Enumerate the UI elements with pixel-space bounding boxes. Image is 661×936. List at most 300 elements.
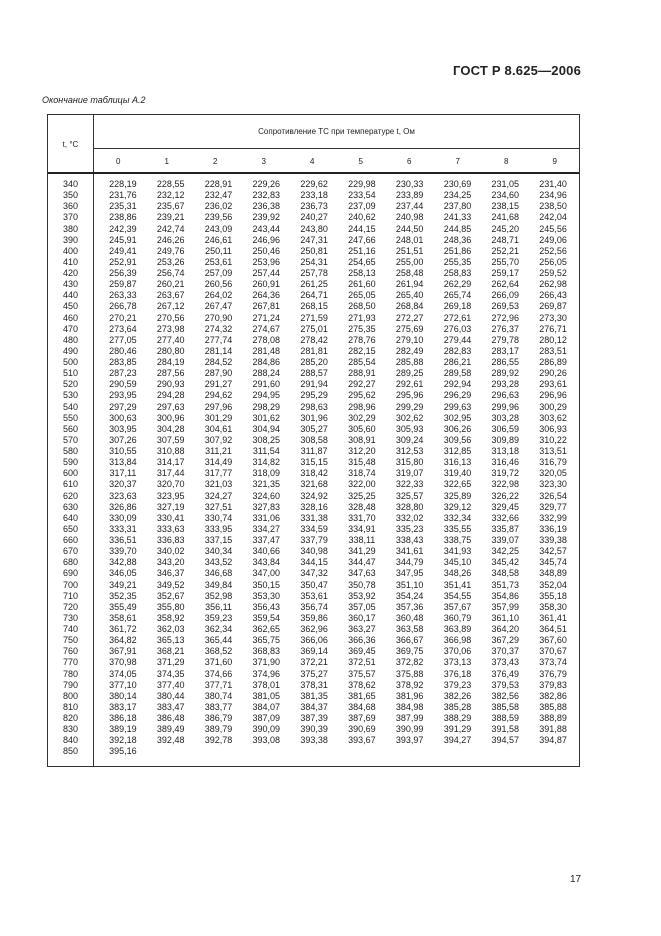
resistance-cell: 365,44 <box>204 635 233 646</box>
resistance-cell: 343,84 <box>252 557 281 568</box>
table-row <box>48 268 579 279</box>
resistance-cell: 307,26 <box>109 434 137 445</box>
resistance-cell: 283,51 <box>539 345 567 356</box>
resistance-cell: 337,47 <box>252 535 281 545</box>
resistance-cell: 254,31 <box>300 256 328 267</box>
resistance-cell: 265,40 <box>395 290 424 301</box>
resistance-cell: 384,98 <box>395 701 424 712</box>
resistance-cell: 326,86 <box>109 501 137 512</box>
resistance-cell: 252,91 <box>109 256 137 267</box>
table-row <box>48 568 579 579</box>
table-row <box>48 680 579 691</box>
resistance-cell: 310,55 <box>109 446 137 456</box>
resistance-cell: 292,27 <box>348 379 376 390</box>
digit-header: 7 <box>455 156 460 166</box>
resistance-cell: 347,63 <box>348 568 376 579</box>
resistance-cell: 380,14 <box>109 690 137 701</box>
table-row <box>48 179 579 190</box>
resistance-cell: 237,44 <box>395 201 424 212</box>
temperature-cell: 360 <box>62 201 79 212</box>
resistance-cell: 240,27 <box>300 212 328 223</box>
resistance-cell: 352,67 <box>156 590 185 601</box>
resistance-cell: 282,49 <box>395 345 424 356</box>
temperature-cell: 500 <box>62 357 79 367</box>
temperature-cell: 530 <box>62 390 79 401</box>
resistance-cell: 251,51 <box>395 245 424 256</box>
resistance-cell: 354,24 <box>395 590 424 601</box>
temperature-cell: 520 <box>62 379 79 390</box>
resistance-cell: 237,80 <box>443 201 472 212</box>
table-row <box>48 746 579 757</box>
resistance-cell: 260,56 <box>204 279 233 290</box>
resistance-cell: 250,81 <box>300 245 328 256</box>
table-row <box>48 557 579 568</box>
resistance-cell: 391,88 <box>539 724 567 735</box>
resistance-cell: 255,70 <box>491 256 520 267</box>
resistance-cell: 253,26 <box>156 256 185 267</box>
table-row <box>48 301 579 312</box>
resistance-cell: 352,98 <box>204 590 233 601</box>
resistance-cell: 252,21 <box>491 245 520 256</box>
resistance-cell: 284,86 <box>252 357 281 367</box>
resistance-cell: 395,16 <box>109 746 137 757</box>
resistance-cell: 257,09 <box>204 268 233 278</box>
resistance-cell: 340,02 <box>156 546 185 557</box>
resistance-cell: 276,71 <box>539 323 567 334</box>
resistance-cell: 353,92 <box>348 590 376 601</box>
resistance-cell: 348,89 <box>539 568 567 579</box>
resistance-cell: 233,54 <box>348 190 376 201</box>
resistance-cell: 311,87 <box>300 446 328 456</box>
resistance-cell: 277,05 <box>109 334 137 345</box>
resistance-cell: 282,83 <box>443 345 472 356</box>
resistance-cell: 263,33 <box>109 290 137 301</box>
resistance-cell: 360,79 <box>443 612 472 623</box>
resistance-cell: 331,06 <box>252 512 281 523</box>
resistance-cell: 362,03 <box>156 624 185 634</box>
resistance-cell: 259,87 <box>109 279 137 290</box>
resistance-cell: 376,49 <box>491 668 520 679</box>
resistance-cell: 246,96 <box>252 234 281 245</box>
table-row <box>48 580 579 591</box>
resistance-cell: 271,24 <box>252 312 281 323</box>
resistance-cell: 229,62 <box>300 179 328 189</box>
resistance-cell: 389,19 <box>109 724 137 735</box>
resistance-cell: 307,59 <box>156 434 185 445</box>
table-row <box>48 613 579 624</box>
resistance-cell: 293,95 <box>109 390 137 401</box>
resistance-cell: 268,50 <box>348 301 376 312</box>
resistance-cell: 327,19 <box>156 501 185 512</box>
resistance-cell: 299,96 <box>491 401 520 412</box>
table-row <box>48 346 579 357</box>
resistance-cell: 289,58 <box>443 368 472 379</box>
resistance-cell: 266,09 <box>491 290 520 301</box>
resistance-cell: 323,95 <box>156 490 185 501</box>
digit-header: 1 <box>164 156 169 166</box>
digit-header: 8 <box>504 156 509 166</box>
resistance-cell: 378,92 <box>395 679 424 690</box>
resistance-cell: 231,05 <box>491 179 520 189</box>
resistance-cell: 381,35 <box>300 690 328 701</box>
resistance-cell: 388,29 <box>443 713 472 723</box>
resistance-cell: 251,86 <box>443 245 472 256</box>
resistance-cell: 346,37 <box>156 568 185 579</box>
resistance-cell: 273,64 <box>109 323 137 334</box>
resistance-cell: 287,23 <box>109 368 137 379</box>
resistance-cell: 317,11 <box>109 468 137 479</box>
table-row <box>48 390 579 401</box>
table-row <box>48 446 579 457</box>
resistance-cell: 356,43 <box>252 601 281 612</box>
resistance-cell: 370,37 <box>491 646 520 657</box>
resistance-cell: 361,41 <box>539 612 567 623</box>
resistance-cell: 374,05 <box>109 668 137 679</box>
resistance-cell: 303,62 <box>539 412 567 423</box>
resistance-cell: 289,25 <box>395 368 424 379</box>
resistance-cell: 387,69 <box>348 713 376 723</box>
resistance-cell: 359,54 <box>252 612 281 623</box>
resistance-cell: 316,46 <box>491 457 520 468</box>
resistance-cell: 363,89 <box>443 624 472 634</box>
resistance-cell: 327,51 <box>204 501 233 512</box>
table-row <box>48 224 579 235</box>
resistance-cell: 390,99 <box>395 724 424 735</box>
table-row <box>48 646 579 657</box>
resistance-cell: 296,96 <box>539 390 567 401</box>
resistance-cell: 384,07 <box>252 701 281 712</box>
resistance-cell: 357,36 <box>395 601 424 612</box>
resistance-cell: 262,98 <box>539 279 567 290</box>
resistance-cell: 314,17 <box>156 457 185 468</box>
resistance-cell: 347,32 <box>300 568 328 579</box>
digit-header: 4 <box>310 156 315 166</box>
temperature-cell: 350 <box>62 190 79 201</box>
resistance-cell: 361,10 <box>491 612 520 623</box>
resistance-cell: 268,84 <box>395 301 424 312</box>
resistance-cell: 239,92 <box>252 212 281 223</box>
temperature-cell: 810 <box>62 701 79 712</box>
resistance-cell: 358,30 <box>539 601 567 612</box>
resistance-cell: 241,68 <box>491 212 520 223</box>
resistance-cell: 298,63 <box>300 401 328 412</box>
resistance-cell: 319,72 <box>491 468 520 479</box>
temperature-cell: 400 <box>62 245 79 256</box>
resistance-cell: 248,01 <box>395 234 424 245</box>
resistance-cell: 356,74 <box>300 601 328 612</box>
table-row <box>48 435 579 446</box>
temperature-cell: 750 <box>62 635 79 646</box>
resistance-cell: 281,81 <box>300 345 328 356</box>
resistance-cell: 251,16 <box>348 245 376 256</box>
resistance-cell: 378,01 <box>252 679 281 690</box>
temperature-cell: 760 <box>62 646 79 657</box>
resistance-cell: 265,74 <box>443 290 472 301</box>
resistance-cell: 329,45 <box>491 501 520 512</box>
resistance-cell: 314,82 <box>252 457 281 468</box>
resistance-cell: 383,17 <box>109 701 137 712</box>
resistance-cell: 364,51 <box>539 624 567 634</box>
resistance-cell: 337,79 <box>300 535 328 545</box>
resistance-cell: 290,93 <box>156 379 185 390</box>
resistance-cell: 290,26 <box>539 368 567 379</box>
resistance-cell: 356,11 <box>205 601 232 612</box>
resistance-cell: 309,24 <box>395 434 424 445</box>
resistance-cell: 348,58 <box>491 568 520 579</box>
digit-header: 0 <box>116 156 121 166</box>
table-row <box>48 212 579 223</box>
resistance-cell: 258,83 <box>443 268 472 278</box>
table-row <box>48 357 579 368</box>
resistance-cell: 270,90 <box>204 312 233 323</box>
resistance-cell <box>290 746 338 757</box>
table-row <box>48 290 579 301</box>
resistance-cell: 235,31 <box>109 201 137 212</box>
resistance-cell: 294,62 <box>204 390 233 401</box>
resistance-cell: 324,60 <box>252 490 281 501</box>
resistance-cell: 249,41 <box>109 245 137 256</box>
table-row <box>48 735 579 746</box>
resistance-cell: 320,37 <box>109 479 137 490</box>
resistance-cell: 305,60 <box>348 423 376 434</box>
resistance-cell: 320,70 <box>156 479 185 490</box>
resistance-cell: 372,82 <box>395 657 424 668</box>
resistance-cell: 336,51 <box>109 535 137 545</box>
temperature-cell: 430 <box>62 279 79 290</box>
temperature-cell: 700 <box>62 579 79 590</box>
resistance-cell: 388,59 <box>491 713 520 723</box>
resistance-cell: 243,09 <box>204 223 233 234</box>
resistance-cell: 332,34 <box>443 512 472 523</box>
resistance-cell: 350,15 <box>252 579 281 590</box>
resistance-cell: 234,96 <box>539 190 567 201</box>
resistance-cell: 392,18 <box>109 735 137 746</box>
resistance-cell: 305,93 <box>395 423 424 434</box>
resistance-cell: 393,67 <box>348 735 376 746</box>
resistance-cell <box>529 746 577 757</box>
resistance-cell: 322,98 <box>491 479 520 490</box>
resistance-cell: 233,18 <box>300 190 328 201</box>
resistance-cell: 387,39 <box>300 713 328 723</box>
resistance-cell: 307,92 <box>204 434 233 445</box>
resistance-cell: 229,98 <box>348 179 376 189</box>
resistance-cell: 292,61 <box>395 379 424 390</box>
resistance-cell: 352,04 <box>539 579 567 590</box>
temperature-cell: 560 <box>62 423 79 434</box>
resistance-cell: 332,02 <box>395 512 424 523</box>
resistance-cell: 324,92 <box>300 490 328 501</box>
resistance-cell: 228,55 <box>156 179 185 189</box>
temperature-cell: 650 <box>62 523 79 534</box>
temperature-cell: 340 <box>62 179 79 189</box>
temperature-cell: 490 <box>62 345 79 356</box>
resistance-cell: 262,29 <box>443 279 472 290</box>
resistance-cell: 316,79 <box>539 457 567 468</box>
resistance-cell: 297,29 <box>109 401 137 412</box>
resistance-cell: 345,10 <box>443 557 472 568</box>
resistance-cell: 237,09 <box>348 201 376 212</box>
temperature-cell: 410 <box>62 256 79 267</box>
resistance-cell: 304,94 <box>252 423 281 434</box>
resistance-cell: 278,08 <box>252 334 281 345</box>
resistance-cell: 235,67 <box>156 201 185 212</box>
resistance-cell: 392,78 <box>204 735 233 746</box>
resistance-cell: 367,29 <box>491 635 520 646</box>
resistance-cell: 331,70 <box>348 512 376 523</box>
resistance-cell: 245,91 <box>109 234 137 245</box>
resistance-cell: 228,19 <box>109 179 137 189</box>
resistance-cell: 374,35 <box>156 668 185 679</box>
table-row <box>48 468 579 479</box>
resistance-cell: 275,69 <box>395 323 424 334</box>
resistance-cell: 259,52 <box>539 268 567 278</box>
table-body <box>48 179 579 758</box>
resistance-cell: 341,93 <box>443 546 472 557</box>
resistance-cell: 323,30 <box>539 479 567 490</box>
resistance-cell: 313,18 <box>491 446 520 456</box>
resistance-cell: 364,20 <box>491 624 520 634</box>
resistance-cell: 368,52 <box>204 646 233 657</box>
resistance-cell: 243,44 <box>252 223 281 234</box>
resistance-cell: 319,40 <box>443 468 472 479</box>
resistance-cell: 250,11 <box>205 245 232 256</box>
resistance-cell: 242,04 <box>539 212 567 223</box>
page-number: 17 <box>570 874 582 885</box>
temperature-cell: 440 <box>62 290 79 301</box>
table-row <box>48 524 579 535</box>
resistance-cell: 363,58 <box>395 624 424 634</box>
resistance-cell: 331,38 <box>300 512 328 523</box>
resistance-cell: 293,28 <box>491 379 520 390</box>
resistance-cell: 333,63 <box>156 523 185 534</box>
resistance-cell: 298,96 <box>348 401 376 412</box>
resistance-cell: 242,39 <box>109 223 137 234</box>
resistance-cell: 254,65 <box>348 256 376 267</box>
resistance-cell <box>147 746 195 757</box>
resistance-cell: 362,65 <box>252 624 281 634</box>
temperature-cell: 510 <box>62 368 79 379</box>
resistance-cell: 258,48 <box>395 268 424 278</box>
resistance-cell: 256,74 <box>156 268 185 278</box>
resistance-cell: 325,25 <box>348 490 376 501</box>
resistance-cell: 300,63 <box>109 412 137 423</box>
resistance-cell: 368,21 <box>156 646 185 657</box>
resistance-cell: 376,79 <box>539 668 567 679</box>
resistance-cell: 228,91 <box>204 179 233 189</box>
resistance-cell: 270,21 <box>109 312 137 323</box>
resistance-cell: 375,27 <box>300 668 328 679</box>
resistance-cell: 239,21 <box>156 212 185 223</box>
resistance-cell: 263,67 <box>156 290 185 301</box>
resistance-cell: 315,15 <box>300 457 328 468</box>
resistance-cell: 355,49 <box>109 601 137 612</box>
resistance-cell: 390,09 <box>252 724 281 735</box>
resistance-cell: 313,84 <box>109 457 137 468</box>
resistance-cell: 326,22 <box>491 490 520 501</box>
resistance-cell: 278,76 <box>348 334 376 345</box>
resistance-cell: 249,06 <box>539 234 567 245</box>
resistance-cell: 358,61 <box>109 612 137 623</box>
resistance-cell: 344,79 <box>395 557 424 568</box>
resistance-cell: 275,35 <box>348 323 376 334</box>
resistance-cell <box>195 746 243 757</box>
temperature-cell: 800 <box>62 690 79 701</box>
resistance-cell: 337,15 <box>204 535 233 545</box>
resistance-cell: 322,65 <box>443 479 472 490</box>
resistance-cell: 350,47 <box>300 579 328 590</box>
digit-header: 6 <box>407 156 412 166</box>
resistance-cell: 311,21 <box>205 446 232 456</box>
temperature-cell: 610 <box>62 479 79 490</box>
resistance-cell: 338,43 <box>395 535 424 545</box>
resistance-group-header: Сопротивление ТС при температуре t, Ом <box>94 115 579 149</box>
resistance-cell: 343,20 <box>156 557 185 568</box>
resistance-cell: 372,21 <box>300 657 328 668</box>
resistance-cell: 288,24 <box>252 368 281 379</box>
temperature-cell: 770 <box>62 657 79 668</box>
temperature-cell: 450 <box>62 301 79 312</box>
table-row <box>48 424 579 435</box>
resistance-cell: 248,71 <box>491 234 520 245</box>
resistance-cell: 264,36 <box>252 290 281 301</box>
temperature-cell: 640 <box>62 512 79 523</box>
resistance-cell: 382,56 <box>491 690 520 701</box>
temperature-cell: 790 <box>62 679 79 690</box>
resistance-cell: 284,19 <box>156 357 185 367</box>
resistance-cell: 308,58 <box>300 434 328 445</box>
resistance-cell: 357,05 <box>348 601 376 612</box>
resistance-cell: 281,14 <box>204 345 233 356</box>
resistance-cell: 334,91 <box>348 523 376 534</box>
resistance-cell: 345,42 <box>491 557 520 568</box>
resistance-cell: 267,47 <box>204 301 233 312</box>
resistance-cell: 312,20 <box>348 446 376 456</box>
resistance-cell: 285,20 <box>300 357 328 367</box>
temperature-cell: 780 <box>62 668 79 679</box>
resistance-cell: 326,54 <box>539 490 567 501</box>
resistance-cell: 335,55 <box>443 523 472 534</box>
resistance-cell: 369,14 <box>300 646 328 657</box>
table-row <box>48 602 579 613</box>
resistance-cell: 367,91 <box>109 646 137 657</box>
digit-header: 2 <box>213 156 218 166</box>
resistance-cell: 340,34 <box>204 546 233 557</box>
resistance-cell: 239,56 <box>204 212 233 223</box>
table-row <box>48 546 579 557</box>
resistance-cell: 380,74 <box>204 690 233 701</box>
resistance-cell: 238,50 <box>539 201 567 212</box>
resistance-cell: 354,55 <box>443 590 472 601</box>
resistance-cell: 265,05 <box>348 290 376 301</box>
resistance-cell: 349,21 <box>109 579 137 590</box>
resistance-cell: 269,53 <box>491 301 520 312</box>
resistance-cell: 322,00 <box>348 479 376 490</box>
resistance-cell: 382,26 <box>443 690 472 701</box>
resistance-cell: 287,90 <box>204 368 233 379</box>
temperature-cell: 370 <box>62 212 79 223</box>
resistance-cell: 353,30 <box>252 590 281 601</box>
resistance-cell: 245,56 <box>539 223 567 234</box>
resistance-cell: 262,64 <box>491 279 520 290</box>
resistance-cell: 338,11 <box>348 535 376 545</box>
temperature-cell: 590 <box>62 457 79 468</box>
resistance-cell <box>386 746 434 757</box>
resistance-cell: 295,96 <box>395 390 424 401</box>
resistance-cell: 371,60 <box>204 657 233 668</box>
resistance-cell: 366,67 <box>395 635 424 646</box>
resistance-cell: 371,29 <box>156 657 185 668</box>
resistance-cell: 327,83 <box>252 501 281 512</box>
